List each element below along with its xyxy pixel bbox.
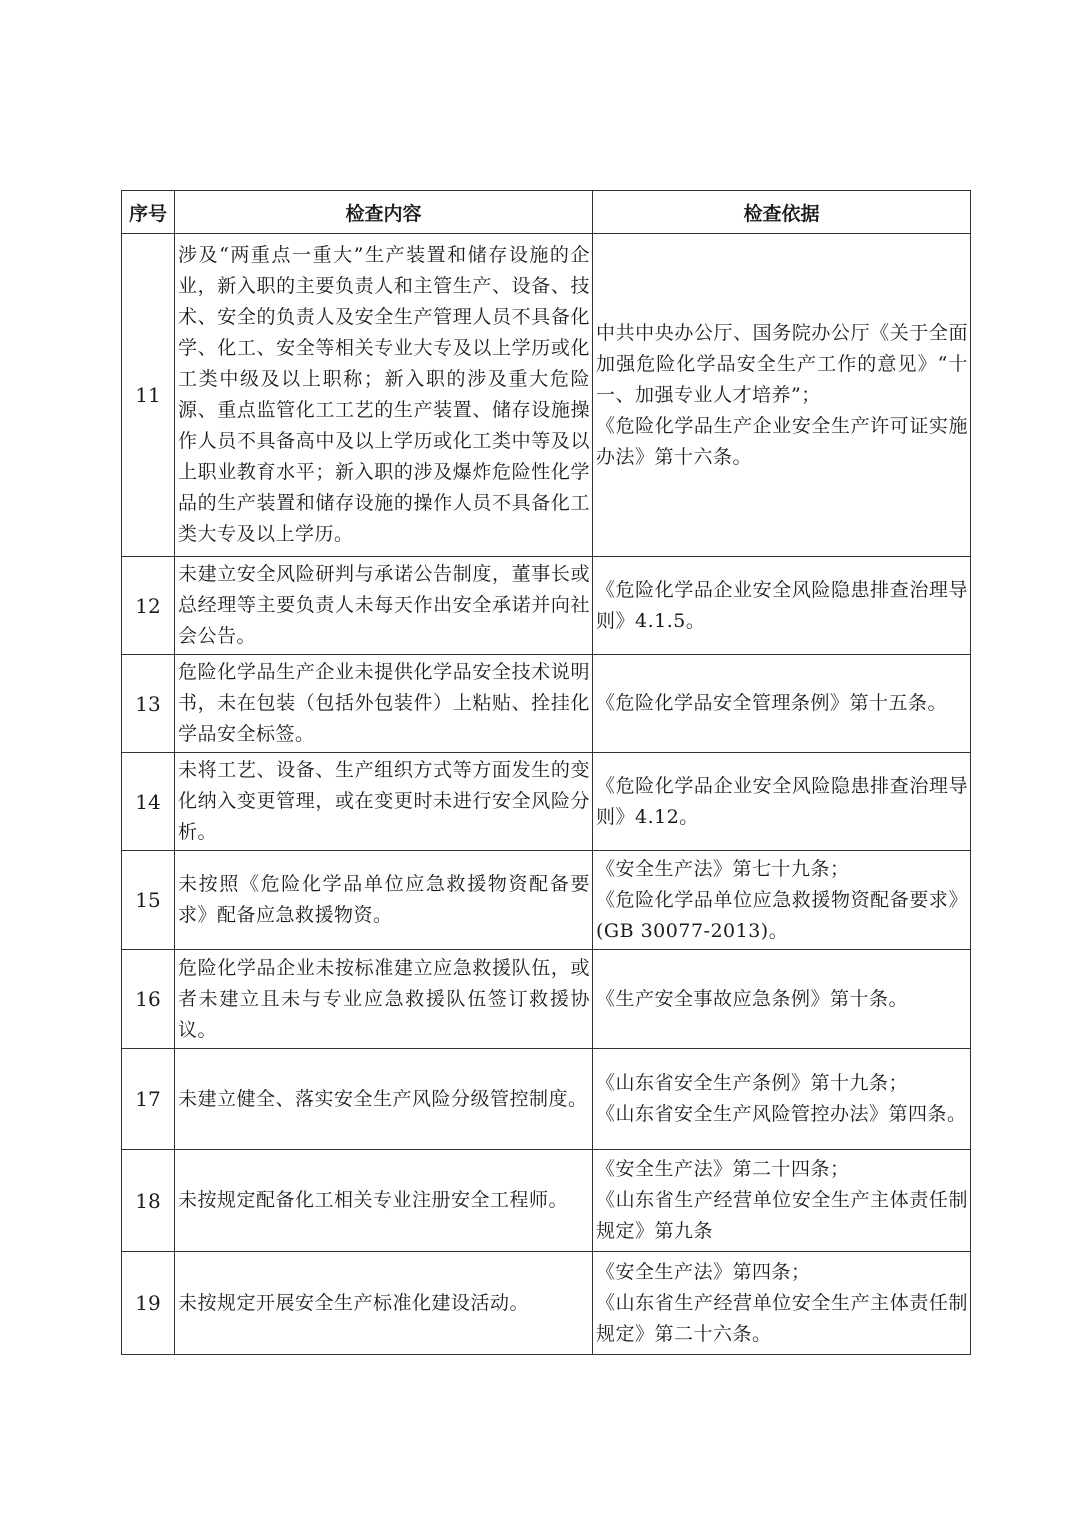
row-content: 未将工艺、设备、生产组织方式等方面发生的变化纳入变更管理，或在变更时未进行安全风险分析。 [175, 753, 593, 851]
row-content: 危险化学品生产企业未提供化学品安全技术说明书，未在包装（包括外包装件）上粘贴、拴挂化学品安全标签。 [175, 655, 593, 753]
row-content: 未按照《危险化学品单位应急救援物资配备要求》配备应急救援物资。 [175, 851, 593, 950]
table-row [122, 655, 971, 753]
row-basis: 《安全生产法》第七十九条； 《危险化学品单位应急救援物资配备要求》(GB 30077-2013)。 [593, 851, 971, 950]
header-check-content: 检查内容 [175, 191, 593, 234]
row-number: 19 [122, 1252, 175, 1355]
row-content: 未按规定配备化工相关专业注册安全工程师。 [175, 1150, 593, 1252]
row-number: 13 [122, 655, 175, 753]
row-basis: 《危险化学品企业安全风险隐患排查治理导则》4.12。 [593, 753, 971, 851]
row-number: 17 [122, 1049, 175, 1150]
row-basis: 《安全生产法》第四条； 《山东省生产经营单位安全生产主体责任制规定》第二十六条。 [593, 1252, 971, 1355]
row-basis: 《安全生产法》第二十四条； 《山东省生产经营单位安全生产主体责任制规定》第九条 [593, 1150, 971, 1252]
row-basis: 《危险化学品安全管理条例》第十五条。 [593, 655, 971, 753]
row-number: 16 [122, 950, 175, 1049]
row-basis: 《生产安全事故应急条例》第十条。 [593, 950, 971, 1049]
row-number: 11 [122, 234, 175, 557]
row-basis: 中共中央办公厅、国务院办公厅《关于全面加强危险化学品安全生产工作的意见》“十一、加强专业人才培养”； 《危险化学品生产企业安全生产许可证实施办法》第十六条。 [593, 234, 971, 557]
table-header-row [122, 191, 971, 234]
table-row [122, 234, 971, 557]
table-row [122, 1049, 971, 1150]
table-row [122, 1150, 971, 1252]
row-number: 14 [122, 753, 175, 851]
row-number: 18 [122, 1150, 175, 1252]
row-basis: 《山东省安全生产条例》第十九条； 《山东省安全生产风险管控办法》第四条。 [593, 1049, 971, 1150]
table-row [122, 1252, 971, 1355]
inspection-table [121, 190, 971, 1355]
header-check-basis: 检查依据 [593, 191, 971, 234]
row-content: 涉及“两重点一重大”生产装置和储存设施的企业，新入职的主要负责人和主管生产、设备、技术、安全的负责人及安全生产管理人员不具备化学、化工、安全等相关专业大专及以上学历或化工类中级及以上职称；新入职的涉及重大危险源、重点监管化工工艺的生产装置、储存设施操作人员不具备高中及以上学历或化工类中等及以上职业教育水平；新入职的涉及爆炸危险性化学品的生产装置和储存设施的操作人员不具备化工类大专及以上学历。 [175, 234, 593, 557]
table-row [122, 950, 971, 1049]
row-basis: 《危险化学品企业安全风险隐患排查治理导则》4.1.5。 [593, 557, 971, 655]
table-row [122, 557, 971, 655]
row-content: 未按规定开展安全生产标准化建设活动。 [175, 1252, 593, 1355]
table-row [122, 753, 971, 851]
row-number: 12 [122, 557, 175, 655]
table-row [122, 851, 971, 950]
row-content: 未建立健全、落实安全生产风险分级管控制度。 [175, 1049, 593, 1150]
row-content: 危险化学品企业未按标准建立应急救援队伍，或者未建立且未与专业应急救援队伍签订救援协议。 [175, 950, 593, 1049]
row-number: 15 [122, 851, 175, 950]
row-content: 未建立安全风险研判与承诺公告制度，董事长或总经理等主要负责人未每天作出安全承诺并向社会公告。 [175, 557, 593, 655]
header-serial-number: 序号 [122, 191, 175, 234]
